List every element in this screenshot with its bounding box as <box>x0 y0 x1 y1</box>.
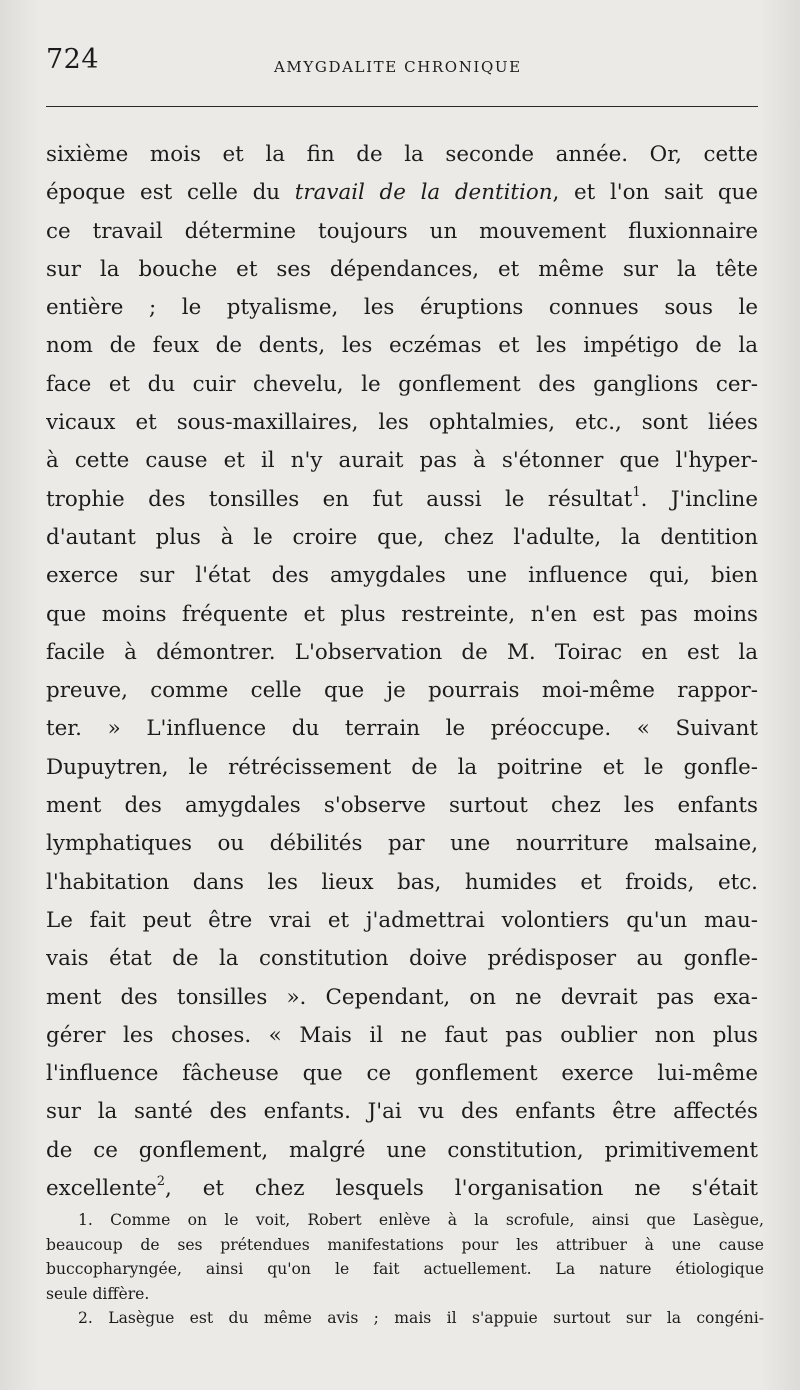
text-line: à cette cause et il n'y aurait pas à s'étonner que l'hyper- <box>46 448 758 474</box>
text-line: vicaux et sous-maxillaires, les ophtalmies, etc., sont liées <box>46 410 758 436</box>
text-line: ter. » L'influence du terrain le préoccupe. « Suivant <box>46 716 758 742</box>
text-line: sur la bouche et ses dépendances, et même sur la tête <box>46 256 758 282</box>
text-line: que moins fréquente et plus restreinte, n'en est pas moins <box>46 601 758 627</box>
text-line: exerce sur l'état des amygdales une influence qui, bien <box>46 563 758 589</box>
italic-phrase: travail de la dentition <box>294 180 553 206</box>
page-header <box>46 44 758 84</box>
text-line: entière ; le ptyalisme, les éruptions connues sous le <box>46 295 758 321</box>
text-line <box>46 481 758 519</box>
footnote-marker: 2 <box>156 1173 166 1189</box>
text-segment: . J'incline <box>640 486 758 512</box>
text-line: l'influence fâcheuse que ce gonflement exerce lui-même <box>46 1061 758 1087</box>
running-head: AMYGDALITE CHRONIQUE <box>274 58 522 76</box>
footnote-line: seule diffère. <box>46 1284 150 1303</box>
text-segment: excellente <box>46 1176 157 1202</box>
text-segment: trophie des tonsilles en fut aussi le résultat <box>46 486 633 512</box>
text-line: gérer les choses. « Mais il ne faut pas oublier non plus <box>46 1022 758 1048</box>
text-line: l'habitation dans les lieux bas, humides et froids, etc. <box>46 869 758 895</box>
body-text <box>46 136 758 1208</box>
text-line: vais état de la constitution doive prédisposer au gonfle- <box>46 946 758 972</box>
text-line: de ce gonflement, malgré une constitution, primitivement <box>46 1137 758 1163</box>
footnote-line: beaucoup de ses prétendues manifestations pour les attribuer à une cause <box>46 1235 764 1254</box>
text-line: face et du cuir chevelu, le gonflement des ganglions cer- <box>46 371 758 397</box>
text-line: sixième mois et la fin de la seconde année. Or, cette <box>46 142 758 167</box>
footnote-start: 1. Comme on le voit, Robert enlève à la scrofule, ainsi que Lasègue, <box>78 1211 764 1229</box>
text-segment: , et l'on sait que <box>552 180 758 206</box>
footnote-start: 2. Lasègue est du même avis ; mais il s'appuie surtout sur la congéni- <box>78 1309 764 1327</box>
text-line: preuve, comme celle que je pourrais moi-même rappor- <box>46 678 758 704</box>
text-line: nom de feux de dents, les eczémas et les impétigo de la <box>46 333 758 359</box>
header-rule <box>46 106 758 107</box>
text-line: ment des tonsilles ». Cependant, on ne devrait pas exa- <box>46 984 758 1010</box>
text-segment: , et chez lesquels l'organisation ne s'était <box>165 1176 758 1202</box>
text-line: d'autant plus à le croire que, chez l'adulte, la dentition <box>46 524 758 550</box>
footnote-marker: 1 <box>632 484 641 500</box>
footnotes <box>46 1208 764 1331</box>
footnote-line: buccopharyngée, ainsi qu'on le fait actuellement. La nature étiologique <box>46 1260 764 1278</box>
page-number: 724 <box>46 44 100 75</box>
text-line: Le fait peut être vrai et j'admettrai volontiers qu'un mau- <box>46 907 758 933</box>
text-line: ce travail détermine toujours un mouvement fluxionnaire <box>46 218 758 244</box>
text-line <box>46 1170 758 1208</box>
text-line: sur la santé des enfants. J'ai vu des enfants être affectés <box>46 1099 758 1125</box>
text-line: facile à démontrer. L'observation de M. Toirac en est la <box>46 639 758 665</box>
text-line: lymphatiques ou débilités par une nourriture malsaine, <box>46 831 758 857</box>
text-line <box>46 174 758 212</box>
text-segment: époque est celle du <box>46 180 295 206</box>
text-line: ment des amygdales s'observe surtout chez les enfants <box>46 793 758 819</box>
text-line: Dupuytren, le rétrécissement de la poitrine et le gonfle- <box>46 754 758 780</box>
